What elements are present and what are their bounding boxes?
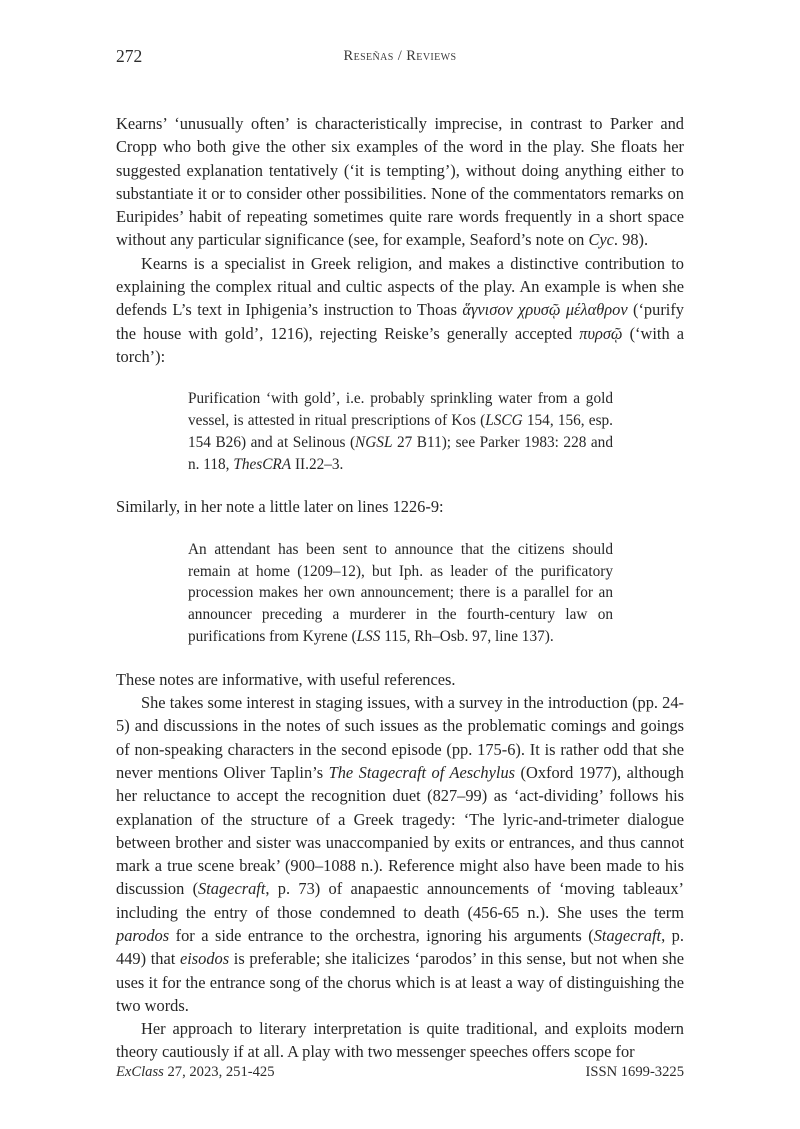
greek-phrase-hagnison: ἅγνισον χρυσῷ μέλαθρον [462, 300, 628, 320]
paragraph-5-part-d: for a side entrance to the orchestra, ignoring his arguments ( [169, 926, 594, 945]
paragraph-1-text: Kearns’ ‘unusually often’ is characteristically imprecise, in contrast to Parker and Cropp who both give the other six examples of the word in the play. She floats her suggested explanation tentatively (‘it is tempting’), without doing anything either to substantiate it or to consider other possibilities. None of the commentators remarks on Euripides’ habit of repeating sometimes quite rare words frequently in a short space without any particular significance (see, for example, Seaford’s note on [116, 114, 684, 250]
citation-ngsl: NGSL [355, 433, 393, 451]
paragraph-2-part-b: (‘purify the house with gold’, 1216), rejecting Reiske’s generally accepted [116, 300, 684, 343]
running-head-title: Reseñas / Reviews [343, 48, 457, 64]
citation-lss: LSS [356, 627, 381, 645]
spacer-before-quote-1 [116, 368, 684, 388]
term-eisodos: eisodos [179, 949, 230, 969]
block-quote-attendant [188, 539, 613, 648]
paragraph-kearns-greek-religion [116, 252, 684, 368]
quote-1-part-b: 154, 156, esp. 154 B26) and at Selinous ( [188, 412, 613, 451]
paragraph-5-part-b: (Oxford 1977), although her reluctance to accept the recognition duet (827–99) as ‘act-dividing’ follows his explanation of the structure of a Greek tragedy: ‘The lyric-and-trimeter dialogue between brother and sister was unaccompanied by exits or entrances, and thus cannot mark a true scene break’ (900–1088 n.). Reference might also have been made to his discussion ( [116, 762, 684, 899]
paragraph-5-part-c: , p. 73) of anapaestic announcements of ‘moving tableaux’ including the entry of those condemned to death (456-65 n.). She uses the term [116, 879, 684, 922]
citation-lscg: LSCG [485, 412, 523, 430]
term-parodos: parodos [116, 926, 170, 945]
citation-cyc: Cyc [588, 230, 614, 250]
footer-issn: ISSN 1699-3225 [585, 1064, 684, 1080]
paragraph-staging-issues [116, 691, 684, 1017]
spacer-before-quote-2 [116, 519, 684, 539]
journal-name: ExClass [116, 1064, 164, 1080]
spacer-after-quote-1 [116, 475, 684, 495]
paragraph-kearns-unusually-often [116, 112, 684, 252]
page-footer [116, 1061, 684, 1083]
greek-phrase-pyrso: πυρσῷ [579, 323, 623, 343]
paragraph-5-part-f: is preferable; she italicizes ‘parodos’ in this sense, but not when she uses it for the entrance song of the chorus which is at least a way of distinguishing the two words. [116, 949, 684, 1015]
paragraph-1-tail: . 98). [613, 230, 649, 250]
quote-2-part-a: An attendant has been sent to announce that the citizens should remain at home (1209–12), but Iph. as leader of the purificatory procession makes her own announcement; there is a parallel for an announcer preceding a murderer in the fourth-century law on purifications from Kyrene ( [188, 540, 613, 645]
quote-1-part-a: Purification ‘with gold’, i.e. probably sprinkling water from a gold vessel, is attested in ritual prescriptions of Kos ( [188, 390, 613, 430]
citation-thescra: ThesCRA [233, 455, 292, 473]
block-quote-purification [188, 388, 613, 475]
paragraph-similarly-lines: Similarly, in her note a little later on lines 1226-9: [116, 497, 444, 517]
title-stagecraft-short-2: Stagecraft [593, 926, 662, 945]
paragraph-5-part-a: She takes some interest in staging issues, with a survey in the introduction (pp. 24-5) and discussions in the notes of such issues as the problematic comings and goings of non-speaking characters in the second episode (pp. 175-6). It is rather odd that she never mentions Oliver Taplin’s [116, 693, 684, 782]
footer-journal-citation [116, 1061, 275, 1083]
title-stagecraft-of-aeschylus: The Stagecraft of Aeschylus [328, 762, 516, 782]
running-head [116, 44, 684, 68]
quote-1-part-d: II.22–3. [291, 455, 344, 473]
journal-volume-year-pages: 27, 2023, 251-425 [163, 1064, 275, 1080]
page-number: 272 [116, 46, 143, 66]
title-stagecraft-short-1: Stagecraft [198, 879, 266, 899]
paragraph-2-part-c: (‘with a torch’): [116, 323, 684, 366]
quote-1-part-c: 27 B11); see Parker 1983: 228 and n. 118, [188, 433, 613, 473]
paragraph-these-notes: These notes are informative, with useful references. [116, 669, 456, 689]
body-text-column [116, 112, 684, 1064]
paragraph-literary-interpretation: Her approach to literary interpretation is quite traditional, and exploits modern theory cautiously if at all. A play with two messenger speeches offers scope for [116, 1019, 684, 1062]
quote-2-part-b: 115, Rh–Osb. 97, line 137). [380, 627, 554, 645]
spacer-after-quote-2 [116, 648, 684, 668]
paragraph-2-part-a: Kearns is a specialist in Greek religion, and makes a distinctive contribution to explaining the complex ritual and cultic aspects of the play. An example is when she defends L’s text in Iphigenia’s instruction to Thoas [116, 253, 684, 320]
paragraph-5-part-e: , p. 449) that [116, 926, 684, 969]
